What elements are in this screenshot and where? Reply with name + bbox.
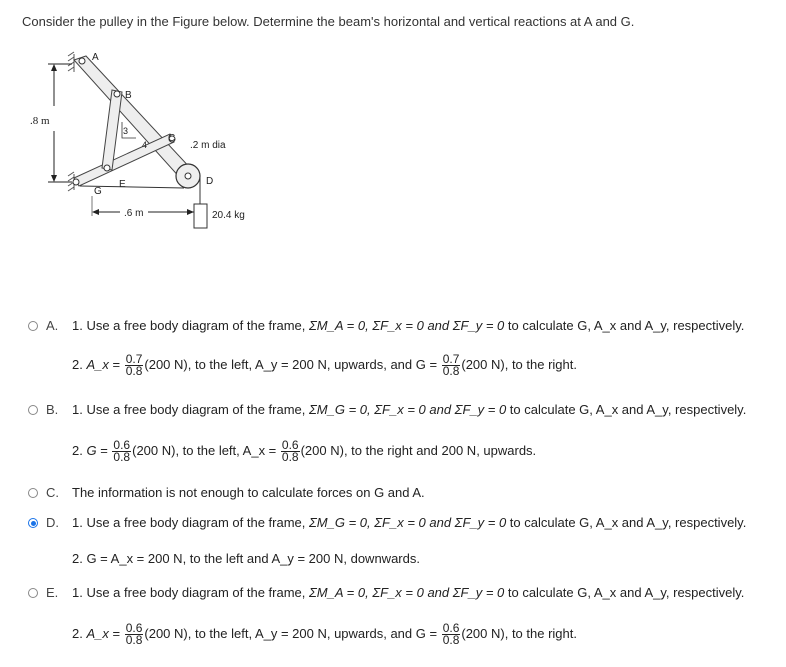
mass-label: 20.4 kg (212, 210, 245, 221)
frame-diagram (24, 46, 274, 251)
option-c-text: The information is not enough to calculate forces on G and A. (72, 485, 425, 500)
pulley-diameter: .2 m dia (190, 140, 226, 151)
option-a-step-1: 1. Use a free body diagram of the frame, ΣM_A = 0, ΣF_x = 0 and ΣF_y = 0 to calculate G, A_x and A_y, respectively. (72, 318, 745, 333)
height-dimension: .8 m (30, 115, 50, 127)
label-d: D (206, 176, 214, 187)
option-e-radio[interactable] (28, 588, 38, 598)
slope-run: 4 (142, 140, 148, 150)
option-b-radio[interactable] (28, 405, 38, 415)
option-c-radio[interactable] (28, 488, 38, 498)
option-b-step-1: 1. Use a free body diagram of the frame, ΣM_G = 0, ΣF_x = 0 and ΣF_y = 0 to calculate G, A_x and A_y, respectively. (72, 402, 747, 417)
option-b-letter: B. (46, 402, 59, 417)
pulley-frame-figure (24, 46, 274, 251)
option-c-letter: C. (46, 485, 59, 500)
slope-rise: 3 (123, 126, 129, 136)
option-e-step-1: 1. Use a free body diagram of the frame, ΣM_A = 0, ΣF_x = 0 and ΣF_y = 0 to calculate G, A_x and A_y, respectively. (72, 585, 745, 600)
label-g: G (94, 186, 102, 197)
label-c: C (168, 133, 176, 144)
option-d-step-2: 2. G = A_x = 200 N, to the left and A_y = 200 N, downwards. (72, 551, 420, 566)
option-a-radio[interactable] (28, 321, 38, 331)
option-a-step-2: 2. A_x = $\frac{0.7}{0.8}$ (200 N), to the left, A_y = 200 N, upwards, and G = $\frac{0.7}{0.8}$ (200 N), to the right. (72, 352, 577, 378)
question-text: Consider the pulley in the Figure below. Determine the beam's horizontal and vertical reactions at A and G. (22, 14, 635, 29)
width-dimension: .6 m (124, 208, 144, 219)
label-e: E (119, 179, 126, 190)
option-e-letter: E. (46, 585, 59, 600)
option-d-radio[interactable] (28, 518, 38, 528)
label-b: B (125, 90, 132, 101)
option-a-letter: A. (46, 318, 59, 333)
option-b-step-2: 2. G = $\frac{0.6}{0.8}$ (200 N), to the left, A_x = $\frac{0.6}{0.8}$ (200 N), to the right and 200 N, upwards. (72, 438, 537, 464)
label-a: A (92, 52, 99, 63)
option-e-step-2: 2. A_x = $\frac{0.6}{0.8}$ (200 N), to the left, A_y = 200 N, upwards, and G = $\frac{0.6}{0.8}$ (200 N), to the right. (72, 621, 577, 647)
option-d-letter: D. (46, 515, 59, 530)
option-d-step-1: 1. Use a free body diagram of the frame, ΣM_G = 0, ΣF_x = 0 and ΣF_y = 0 to calculate G, A_x and A_y, respectively. (72, 515, 747, 530)
